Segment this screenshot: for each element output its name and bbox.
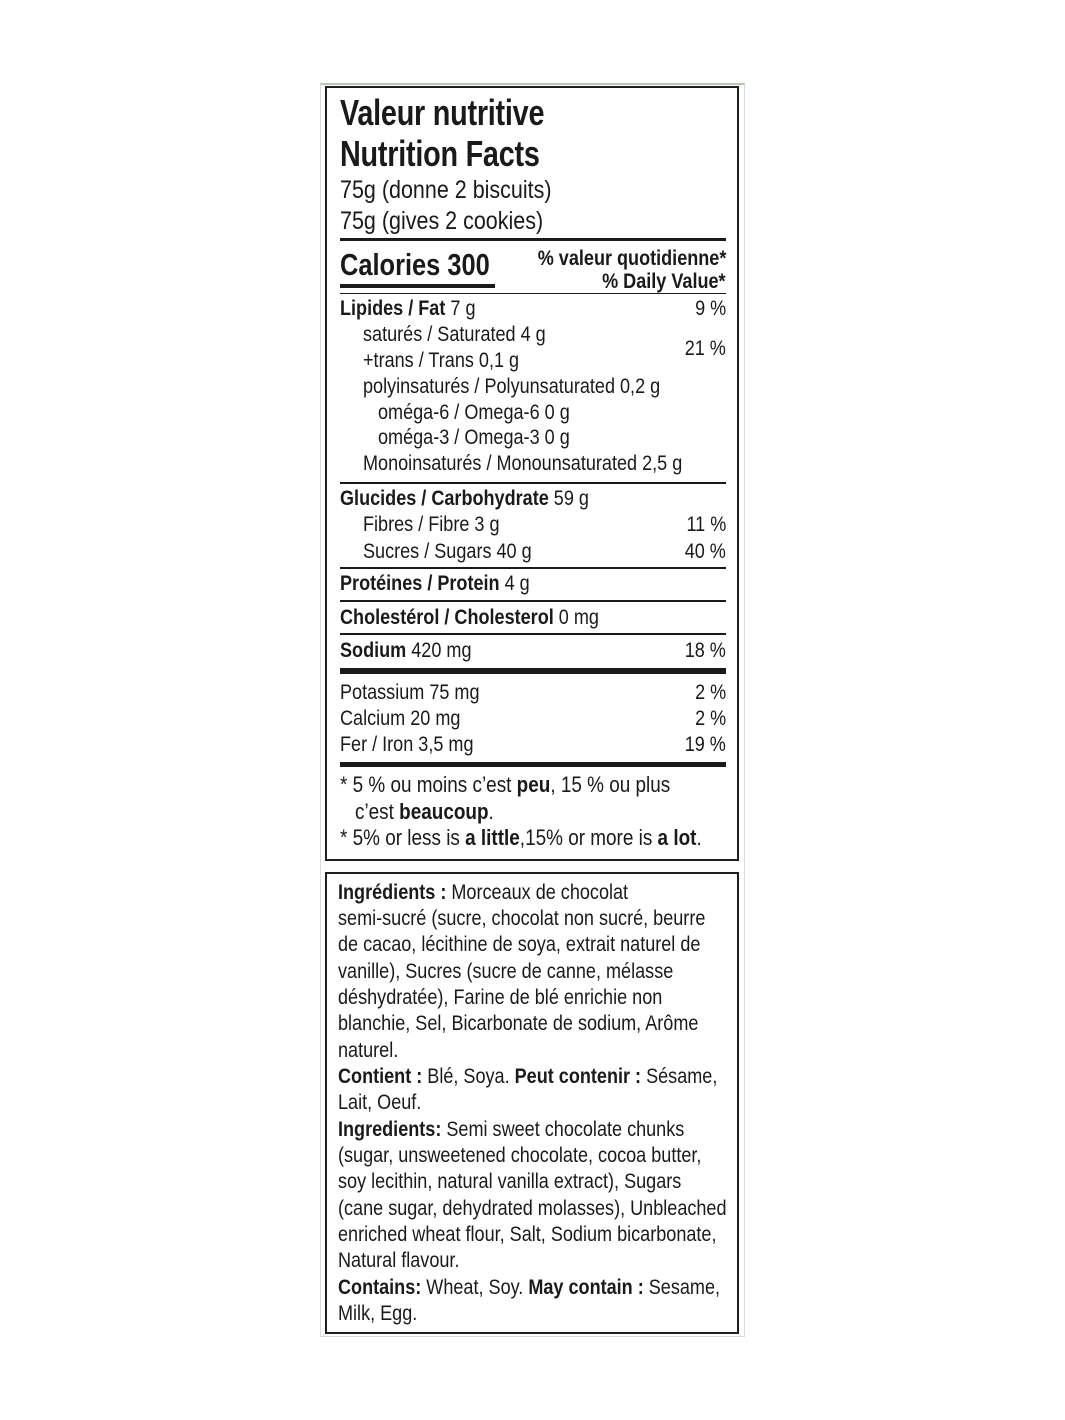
- footnote-emphasis: beaucoup: [399, 799, 489, 824]
- fat-row: [340, 297, 476, 321]
- daily-value-header-french: % valeur quotidienne*: [537, 247, 726, 270]
- cholesterol-value: 0 mg: [558, 606, 599, 629]
- footnote-french-line2: [355, 799, 494, 825]
- thick-rule: [340, 668, 726, 674]
- carb-row: [340, 487, 589, 511]
- serving-size-english: 75g (gives 2 cookies): [340, 207, 544, 235]
- ingredients-fr-label: Ingrédients :: [338, 881, 447, 904]
- fat-pct: 9 %: [694, 297, 726, 320]
- fibre-row: Fibres / Fibre 3 g: [363, 513, 500, 536]
- ingredients-text: Semi sweet chocolate chunks: [441, 1118, 685, 1141]
- allergens-en-line: [338, 1276, 720, 1300]
- allergens-text: Wheat, Soy.: [421, 1276, 529, 1299]
- omega3-row: oméga-3 / Omega-3 0 g: [378, 426, 570, 449]
- fat-label: Lipides / Fat: [340, 297, 446, 320]
- rule: [340, 482, 726, 484]
- contient-label: Contient :: [338, 1065, 423, 1088]
- footnote-text: c’est: [355, 799, 400, 824]
- rule: [340, 293, 726, 294]
- footnote-text: * 5 % ou moins c’est: [340, 772, 517, 797]
- calcium-pct: 2 %: [694, 707, 726, 730]
- allergens-text: Sesame,: [643, 1276, 721, 1299]
- fat-value: 7 g: [450, 297, 476, 320]
- calories: Calories 300: [340, 247, 490, 282]
- ingredients-text: naturel.: [338, 1039, 399, 1062]
- allergens-text: Milk, Egg.: [338, 1302, 418, 1325]
- ingredients-en-label: Ingredients:: [338, 1118, 442, 1141]
- potassium-row: Potassium 75 mg: [340, 681, 480, 704]
- iron-pct: 19 %: [684, 733, 726, 756]
- serving-size-french: 75g (donne 2 biscuits): [340, 176, 552, 204]
- allergens-text: Sésame,: [641, 1065, 718, 1088]
- title-english: Nutrition Facts: [340, 133, 540, 174]
- footnote-text: * 5% or less is: [340, 825, 466, 850]
- ingredients-text: (cane sugar, dehydrated molasses), Unbleached: [338, 1197, 727, 1220]
- cholesterol-row: [340, 606, 599, 630]
- footnote-french-line1: [340, 772, 670, 798]
- protein-row: [340, 572, 530, 596]
- sodium-label: Sodium: [340, 639, 407, 662]
- ingredients-text: semi-sucré (sucre, chocolat non sucré, beurre: [338, 907, 706, 930]
- rule: [340, 633, 726, 635]
- thick-rule: [340, 238, 726, 241]
- footnote-text: .: [696, 825, 702, 850]
- ingredients-text: blanchie, Sel, Bicarbonate de sodium, Arôme: [338, 1012, 699, 1035]
- daily-value-header-english: % Daily Value*: [602, 270, 726, 293]
- sodium-value: 420 mg: [411, 639, 472, 662]
- footnote-emphasis: peu: [516, 772, 551, 797]
- ingredients-text: (sugar, unsweetened chocolate, cocoa butter,: [338, 1144, 702, 1167]
- sodium-row: [340, 639, 471, 663]
- mono-row: Monoinsaturés / Monounsaturated 2,5 g: [363, 452, 683, 475]
- potassium-pct: 2 %: [694, 681, 726, 704]
- allergens-fr-line: [338, 1065, 717, 1089]
- allergens-text: Lait, Oeuf.: [338, 1091, 422, 1114]
- may-contain-label: May contain :: [528, 1276, 644, 1299]
- iron-row: Fer / Iron 3,5 mg: [340, 733, 474, 756]
- allergens-text: Blé, Soya.: [422, 1065, 515, 1088]
- ingredients-text: soy lecithin, natural vanilla extract), Sugars: [338, 1170, 682, 1193]
- carb-label: Glucides / Carbohydrate: [340, 487, 549, 510]
- rule: [340, 567, 726, 569]
- ingredients-text: Natural flavour.: [338, 1249, 460, 1272]
- footnote-text: , 15 % ou plus: [550, 772, 671, 797]
- ingredients-text: vanille), Sucres (sucre de canne, mélasse: [338, 960, 674, 983]
- sat-trans-pct: 21 %: [684, 337, 726, 360]
- calcium-row: Calcium 20 mg: [340, 707, 461, 730]
- sodium-pct: 18 %: [684, 639, 726, 662]
- ingredients-text: enriched wheat flour, Salt, Sodium bicarbonate,: [338, 1223, 717, 1246]
- footnote-text: .: [488, 799, 494, 824]
- fibre-pct: 11 %: [686, 513, 726, 536]
- sugars-row: Sucres / Sugars 40 g: [363, 540, 532, 563]
- footnote-emphasis: a lot: [657, 825, 697, 850]
- thick-rule: [340, 762, 726, 767]
- ingredients-text: de cacao, lécithine de soya, extrait naturel de: [338, 933, 701, 956]
- title-french: Valeur nutritive: [340, 92, 545, 133]
- rule: [340, 600, 726, 602]
- poly-row: polyinsaturés / Polyunsaturated 0,2 g: [363, 375, 661, 398]
- calories-underline: [340, 284, 495, 288]
- sugars-pct: 40 %: [684, 540, 726, 563]
- protein-value: 4 g: [504, 572, 530, 595]
- footnote-emphasis: a little: [465, 825, 520, 850]
- carb-value: 59 g: [553, 487, 589, 510]
- footnote-text: ,15% or more is: [519, 825, 658, 850]
- protein-label: Protéines / Protein: [340, 572, 500, 595]
- ingredients-text: déshydratée), Farine de blé enrichie non: [338, 986, 663, 1009]
- saturated-row: saturés / Saturated 4 g: [363, 323, 546, 346]
- peut-contenir-label: Peut contenir :: [514, 1065, 642, 1088]
- footnote-english: [340, 825, 702, 851]
- contains-label: Contains:: [338, 1276, 422, 1299]
- trans-row: +trans / Trans 0,1 g: [363, 349, 520, 372]
- omega6-row: oméga-6 / Omega-6 0 g: [378, 401, 570, 424]
- cholesterol-label: Cholestérol / Cholesterol: [340, 606, 554, 629]
- ingredients-en-line: [338, 1118, 684, 1142]
- ingredients-text: Morceaux de chocolat: [446, 881, 629, 904]
- ingredients-fr-line: [338, 881, 628, 905]
